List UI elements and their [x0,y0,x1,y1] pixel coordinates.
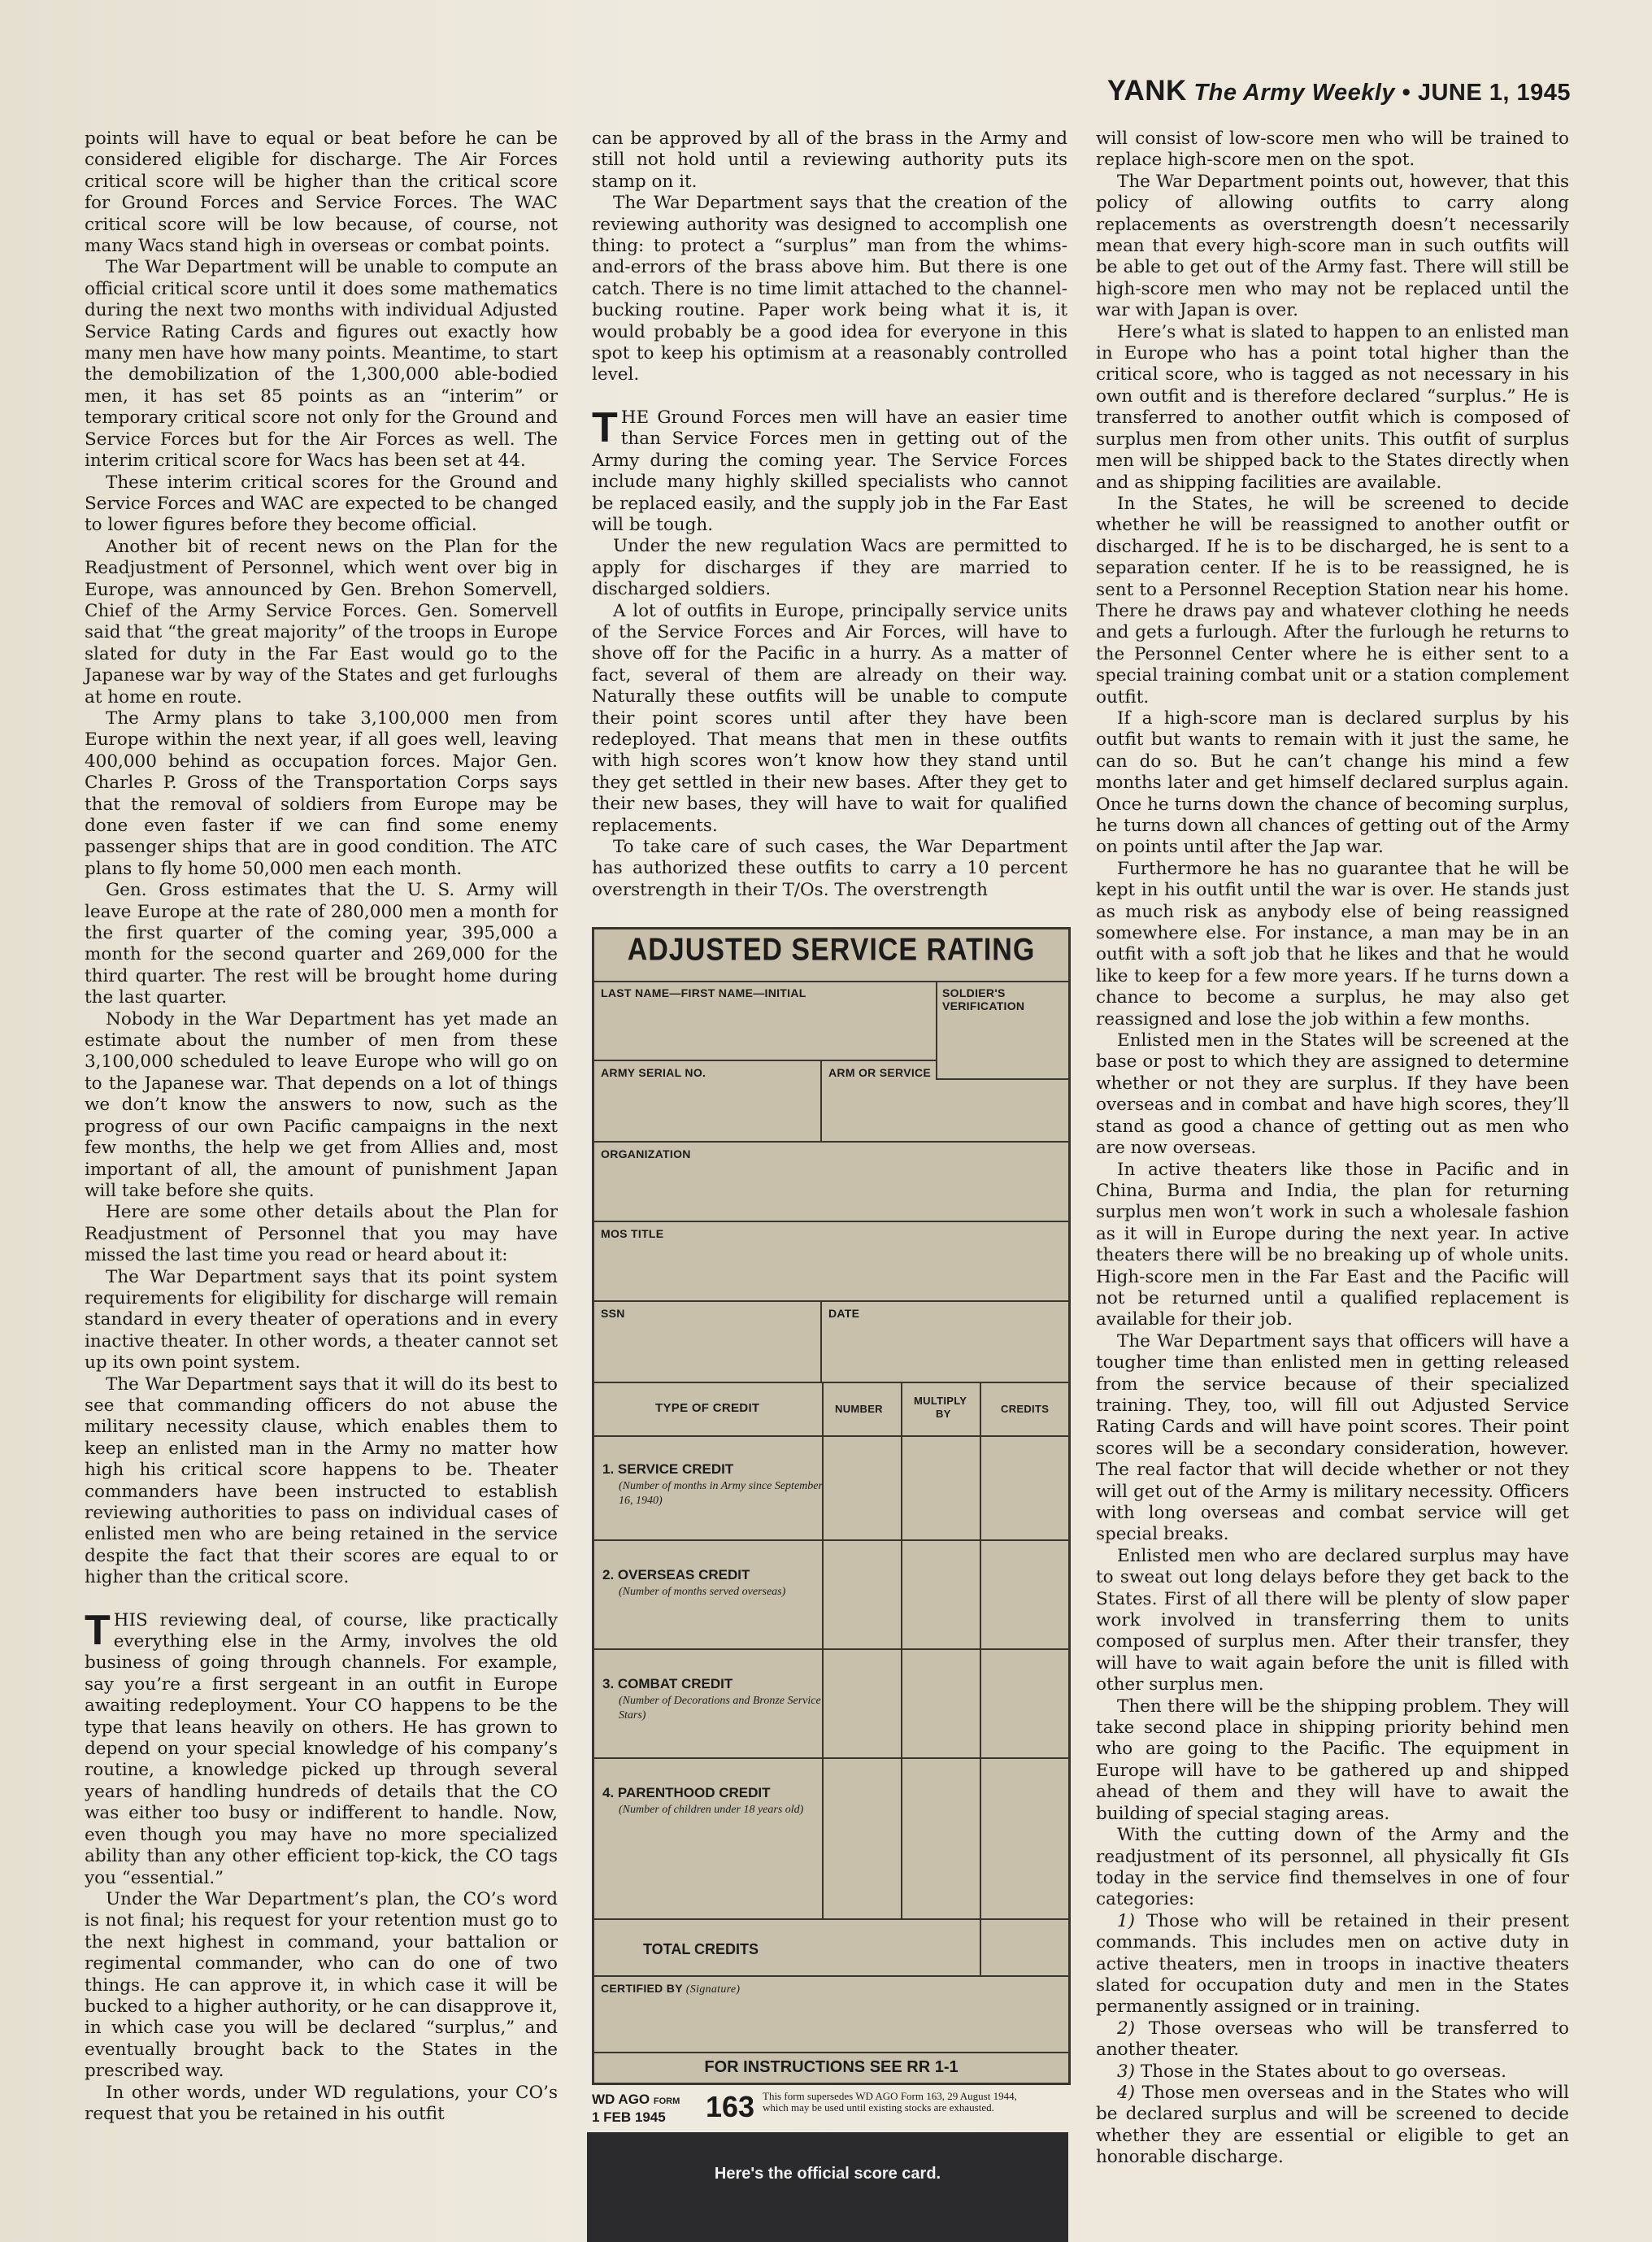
category-number: 1) [1117,1910,1136,1931]
paragraph: can be approved by all of the brass in the Army and still not hold until a reviewing authority puts its stamp on it. [592,128,1067,192]
rule [820,1300,822,1382]
rule [594,1918,1068,1920]
paragraph: Then there will be the shipping problem. They will take second place in shipping priority behind men who are going to the Pacific. The equipment in Europe will have to be gathered up and shipped ahead of them and they will have to await the building of special staging areas. [1096,1696,1569,1824]
category-text: Those in the States about to go overseas. [1135,2061,1506,2082]
rule [820,1060,822,1141]
number-header: NUMBER [835,1403,883,1415]
article-column-2 [592,128,1067,901]
paragraph: Here are some other details about the Plan for Readjustment of Personnel that you may have missed the last time you read or heard about it: [85,1202,558,1266]
paragraph: points will have to equal or beat before he can be considered eligible for discharge. The Air Forces critical score will be higher than the critical score for Ground Forces and Service Forces. The WAC critical score will be low because, of course, not many Wacs stand high in overseas or combat points. [85,128,558,257]
multiply-by-header: BY [936,1408,951,1420]
paragraph: The Army plans to take 3,100,000 men from Europe within the next year, if all goes well, leaving 400,000 behind as occupation forces. Major Gen. Charles P. Gross of the Transportation Corps says that the removal of soldiers from Europe may be done even faster if we can find some enemy passenger ships that are in good condition. The ATC plans to fly home 50,000 men each month. [85,707,558,879]
paragraph: The War Department says that its point system requirements for eligibility for discharge will remain standard in every theater of operations and in every inactive theater. In other words, a theater cannot set up its own point system. [85,1266,558,1373]
figure-caption: Here's the official score card. [714,2165,941,2183]
rule [901,1382,902,1918]
verification-label-2: VERIFICATION [942,999,1025,1012]
parenthood-credit-label: 4. PARENTHOOD CREDIT [602,1785,771,1800]
masthead [1107,75,1571,107]
rule [936,981,937,1078]
overseas-credit-note: (Number of months served overseas) [619,1586,786,1598]
paragraph: In the States, he will be screened to decide whether he will be reassigned to another outfit or discharged. If he is to be discharged, he is sent to a separation center. If he is to be reassigned, he is sent to a Personnel Reception Station near his home. There he draws pay and whatever clothing he needs and gets a furlough. After the furlough he returns to the Personnel Center where he is either sent to a special training combat unit or a station complement outfit. [1096,493,1569,707]
parenthood-credit-note: (Number of children under 18 years old) [619,1804,804,1816]
service-credit-note: (Number of months in Army since September 16, 1940) [619,1480,823,1507]
card-title: ADJUSTED SERVICE RATING [627,932,1036,968]
signature-hint: (Signature) [685,1983,741,1996]
service-credit-label: 1. SERVICE CREDIT [602,1461,734,1477]
rule [936,1078,1068,1080]
category-number: 3) [1117,2061,1136,2082]
paragraph: Nobody in the War Department has yet made an estimate about the number of men from these 3,100,000 scheduled to leave Europe who will go on to the Japanese war. That depends on a lot of things we don’t know the answers to now, such as the progress of our own Pacific campaigns in the next few months, the help we get from Allies and, most important of all, the amount of punishment Japan will take before she quits. [85,1008,558,1201]
ssn-label: SSN [601,1307,625,1320]
category-item [1096,1911,1569,2018]
rule [594,1221,1068,1222]
publication-name: YANK [1106,75,1187,107]
overseas-credit-label: 2. OVERSEAS CREDIT [602,1567,750,1582]
multiply-header: MULTIPLY [914,1395,967,1407]
paragraph: These interim critical scores for the Ground and Service Forces and WAC are expected to be changed to lower figures before they become official. [85,472,558,536]
category-text: Those men overseas and in the States who will be declared surplus and will be screened to decide whether they are essential or eligible to get an honorable discharge. [1096,2082,1569,2168]
paragraph-text: reviewing deal, of course, like practically everything else in the Army, involves the old business of going through channels. For example, say you’re a first sergeant in an outfit in Europe awaiting redeployment. Your CO happens to be the type that leans heavily on others. He has grown to depend on your special knowledge of his company’s routine, a knowledge picked up through several years of handling hundreds of details that the CO was either too busy or indifferent to handle. Now, even though you may have no more specialized ability than any other efficient top-kick, the CO tags you “essential.” [85,1609,558,1888]
verification-label: SOLDIER'S [942,986,1006,999]
category-item [1096,2061,1569,2083]
form-number: 163 [706,2090,755,2123]
certified-by-label [601,1982,740,1996]
form-date: 1 FEB 1945 [592,2109,666,2125]
rule [594,1539,1068,1541]
masthead-separator: • [1402,80,1411,106]
section-paragraph [85,1606,558,1889]
section-paragraph [592,403,1067,536]
paragraph: In other words, under WD regulations, your CO’s request that you be retained in his outfit [85,2082,558,2124]
rule [594,2052,1068,2053]
small-caps-lead: HIS [113,1609,148,1630]
rule [822,1382,824,1918]
rule [594,1648,1068,1650]
form-agency: WD AGO [592,2092,650,2107]
form-id [592,2092,680,2125]
paragraph: Enlisted men who are declared surplus may have to sweat out long delays before they get back to the States. First of all there will be plenty of slow paper work involved in transferring them to units composed of surplus men. After their transfer, they will have to wait again before the unit is filled with other surplus men. [1096,1545,1569,1696]
paragraph: With the cutting down of the Army and the readjustment of its personnel, all physically fit GIs today in the service find themselves in one of four categories: [1096,1825,1569,1910]
category-item [1096,2083,1569,2169]
paragraph-text: Ground Forces men will have an easier time than Service Forces men in getting out of the Army during the coming year. The Service Forces include many highly skilled specialists who cannot be replaced easily, and the supply job in the Far East will be tough. [592,407,1067,535]
drop-cap: T [85,1606,111,1654]
caption-bar [587,2132,1068,2242]
rule [594,1975,1068,1977]
drop-cap: T [592,403,618,451]
category-text: Those who will be retained in their present commands. This includes men on active duty in active theaters, men in troops in inactive theaters slated for occupation duty and men in the States permanently assigned or in training. [1096,1910,1569,2018]
total-credits-label: TOTAL CREDITS [643,1941,759,1957]
serial-label: ARMY SERIAL NO. [601,1066,706,1079]
date-label: DATE [828,1307,860,1320]
combat-credit-note: (Number of Decorations and Bronze Service Stars) [619,1695,821,1722]
rule [594,1757,1068,1759]
rule [594,1435,1068,1437]
paragraph: Under the War Department’s plan, the CO’s word is not final; his request for your retention must go to the next highest in command, your battalion or regimental commander, who can do one of two things. He can approve it, in which case it will be bucked to a higher authority, or he can disapprove it, in which case you will be declared “surplus,” and eventually brought back to the States in the prescribed way. [85,1888,558,2082]
score-card-figure [592,927,1067,2125]
credits-header: CREDITS [1001,1403,1050,1415]
article-column-1 [85,128,558,2125]
category-text: Those overseas who will be transferred to another theater. [1096,2018,1569,2061]
arm-service-label: ARM OR SERVICE [828,1066,932,1079]
paragraph: If a high-score man is declared surplus by his outfit but wants to remain with it just the same, he can do so. But he can’t change his mind a few months later and get himself declared surplus again. Once he turns down the chance of becoming surplus, he turns down all chances of getting out of the Army on points until after the Jap war. [1096,707,1569,858]
paragraph: To take care of such cases, the War Department has authorized these outfits to carry a 10 percent overstrength in their T/Os. The overstrength [592,837,1067,900]
paragraph: Here’s what is slated to happen to an enlisted man in Europe who has a point total higher than the critical score, who is tagged as not necessary in his own outfit and is therefore declared “surplus.” He is transferred to another outfit which is composed of surplus men from other units. This outfit of surplus men will be shipped back to the States directly when and as shipping facilities are available. [1096,321,1569,493]
paragraph: Gen. Gross estimates that the U. S. Army will leave Europe at the rate of 280,000 men a month for the first quarter of the coming year, 395,000 a month for the second quarter and 269,000 for the third quarter. The rest will be brought home during the last quarter. [85,880,558,1008]
paragraph: Under the new regulation Wacs are permitted to apply for discharges if they are married to discharged soldiers. [592,536,1067,600]
rule [594,1382,1068,1383]
paragraph: A lot of outfits in Europe, principally service units of the Service Forces and Air Forces, will have to shove off for the Pacific in a hurry. As a matter of fact, several of them are already on their way. Naturally these outfits will be unable to compute their point scores until after they have been redeployed. That means that men in these outfits with high scores won’t know how they stand until they get settled in their new bases. After they get to their new bases, they will have to wait for qualified replacements. [592,600,1067,836]
category-number: 2) [1117,2018,1136,2039]
form-supersedes-note: This form supersedes WD AGO Form 163, 29 August 1944, which may be used until existing stocks are exhausted. [763,2090,1017,2114]
category-number: 4) [1117,2082,1136,2103]
paragraph: The War Department will be unable to compute an official critical score until it does some mathematics during the next two months with individual Adjusted Service Rating Cards and figures out exactly how many men have how many points. Meantime, to start the demobilization of the 1,300,000 able-bodied men, it has set 85 points as an “interim” or temporary critical score not only for the Ground and Service Forces but for the Air Forces as well. The interim critical score for Wacs has been set at 44. [85,257,558,472]
rule [594,1141,1068,1143]
name-label: LAST NAME—FIRST NAME—INITIAL [601,986,806,999]
issue-date: JUNE 1, 1945 [1417,80,1571,106]
type-of-credit-header: TYPE OF CREDIT [655,1401,760,1415]
category-item [1096,2018,1569,2061]
certified-by-text: CERTIFIED BY [601,1982,683,1995]
paragraph: The War Department points out, however, that this policy of allowing outfits to carry along replacements as overstrength doesn’t necessarily mean that every high-score man in such outfits will be able to get out of the Army fast. There will still be high-score men who may not be replaced until the war with Japan is over. [1096,171,1569,321]
mos-title-label: MOS TITLE [601,1227,664,1240]
paragraph: In active theaters like those in Pacific and in China, Burma and India, the plan for returning surplus men won’t work in such a wholesale fashion as it will in Europe during the next year. In active theaters there will be no breaking up of whole units. High-score men in the Far East and the Pacific will not be returned until a qualified replacement is available for their job. [1096,1159,1569,1330]
small-caps-lead: HE [620,407,650,428]
article-column-3 [1096,128,1569,2169]
organization-label: ORGANIZATION [601,1147,691,1160]
combat-credit-label: 3. COMBAT CREDIT [602,1676,733,1691]
paragraph: Another bit of recent news on the Plan for the Readjustment of Personnel, which went over big in Europe, was announced by Gen. Brehon Somervell, Chief of the Army Service Forces. Gen. Somervell said that “the great majority” of the troops in Europe slated for duty in the Far East would go to the Japanese war by way of the States and get furloughs at home en route. [85,536,558,707]
rule [594,981,1068,982]
paragraph: Furthermore he has no guarantee that he will be kept in his outfit until the war is over. He stands just as much risk as anybody else of being reassigned somewhere else. For instance, a man may be in an outfit with a soft job that he likes and that he would like to keep for a few more years. If he turns down a chance to become a surplus, he may also get reassigned and lose the job within a few months. [1096,858,1569,1030]
adjusted-service-rating-card [592,927,1071,2085]
rule [594,1060,936,1061]
form-word: FORM [653,2096,680,2106]
rule [594,1300,1068,1302]
form-footer [592,2088,1067,2137]
publication-subtitle: The Army Weekly [1193,80,1396,106]
rule [980,1382,981,1975]
paragraph: The War Department says that officers will have a tougher time than enlisted men in getting released from the service because of their specialized training. They, too, will fill out Adjusted Service Rating Cards and will have point scores. Their point scores will be a secondary consideration, however. The real factor that will decide whether or not they will get out of the Army is military necessity. Officers with long overseas and combat service will get special breaks. [1096,1330,1569,1545]
paragraph: The War Department says that it will do its best to see that commanding officers do not abuse the military necessity clause, which enables them to keep an enlisted man in the Army no matter how high his critical score happens to be. Theater commanders have been instructed to establish reviewing authorities to pass on individual cases of enlisted men who are being retained in the service despite the fact that their scores are equal to or higher than the critical score. [85,1373,558,1588]
instructions-line: FOR INSTRUCTIONS SEE RR 1-1 [704,2058,959,2076]
paragraph: The War Department says that the creation of the reviewing authority was designed to accomplish one thing: to protect a “surplus” man from the whims-and-errors of the brass above him. But there is one catch. There is no time limit attached to the channel-bucking routine. Paper work being what it is, it would probably be a good idea for everyone in this spot to keep his optimism at a reasonably controlled level. [592,193,1067,385]
paragraph: will consist of low-score men who will be trained to replace high-score men on the spot. [1096,128,1569,171]
paragraph: Enlisted men in the States will be screened at the base or post to which they are assigned to determine whether or not they are surplus. If they have been overseas and in combat and have high scores, they’ll stand as good a chance of getting out as men who are now overseas. [1096,1030,1569,1159]
